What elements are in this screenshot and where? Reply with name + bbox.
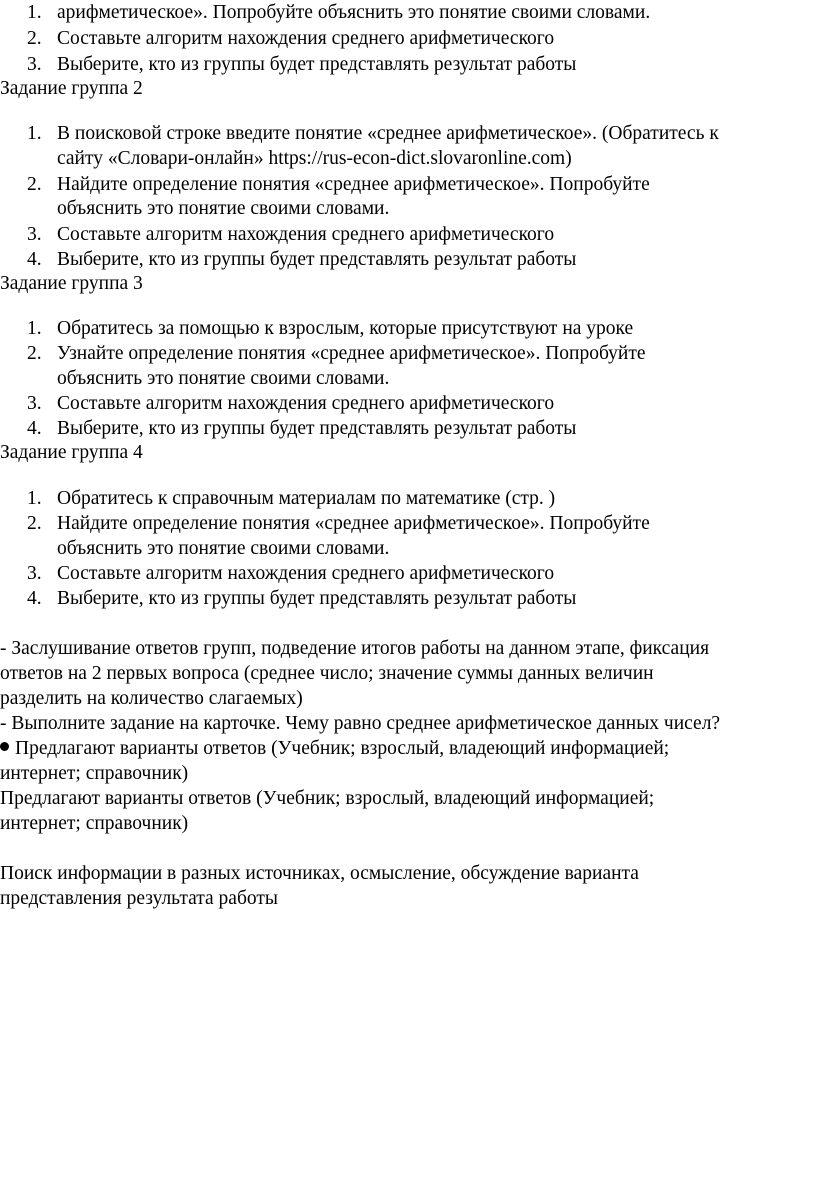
group-heading: Задание группа 3 xyxy=(0,273,143,294)
list-number: 3. xyxy=(27,54,42,75)
bullet-icon xyxy=(0,742,9,751)
paragraph-line: - Выполните задание на карточке. Чему равно среднее арифметическое данных чисел? xyxy=(0,713,721,734)
list-number: 4. xyxy=(27,418,42,439)
list-number: 3. xyxy=(27,224,42,245)
list-number: 2. xyxy=(27,174,42,195)
paragraph-line: разделить на количество слагаемых) xyxy=(0,688,303,709)
paragraph-line: Поиск информации в разных источниках, осмысление, обсуждение варианта xyxy=(0,863,639,884)
paragraph-line: представления результата работы xyxy=(0,888,278,909)
paragraph-line: - Заслушивание ответов групп, подведение итогов работы на данном этапе, фиксация xyxy=(0,638,710,659)
bullet-text: Предлагают варианты ответов (Учебник; взрослый, владеющий информацией; xyxy=(15,738,670,759)
list-item-text: Выберите, кто из группы будет представлять результат работы xyxy=(57,249,577,270)
list-item-text: Узнайте определение понятия «среднее арифметическое». Попробуйте xyxy=(57,343,646,364)
list-number: 2. xyxy=(27,28,42,49)
list-number: 2. xyxy=(27,513,42,534)
list-item-text: Выберите, кто из группы будет представлять результат работы xyxy=(57,588,577,609)
list-item-text: объяснить это понятие своими словами. xyxy=(57,538,390,559)
paragraph-line: интернет; справочник) xyxy=(0,813,189,834)
list-number: 1. xyxy=(27,488,42,509)
list-item-text: Найдите определение понятия «среднее арифметическое». Попробуйте xyxy=(57,513,650,534)
list-item-text: Составьте алгоритм нахождения среднего арифметического xyxy=(57,28,555,49)
list-number: 4. xyxy=(27,588,42,609)
list-item-text: Составьте алгоритм нахождения среднего арифметического xyxy=(57,563,555,584)
paragraph-line: ответов на 2 первых вопроса (среднее число; значение суммы данных величин xyxy=(0,663,654,684)
list-item-text: объяснить это понятие своими словами. xyxy=(57,198,390,219)
list-number: 4. xyxy=(27,249,42,270)
paragraph-line: интернет; справочник) xyxy=(0,763,189,784)
list-item-text: Составьте алгоритм нахождения среднего арифметического xyxy=(57,224,555,245)
list-item-text: арифметическое». Попробуйте объяснить это понятие своими словами. xyxy=(57,2,651,23)
list-number: 3. xyxy=(27,563,42,584)
list-item-text: объяснить это понятие своими словами. xyxy=(57,368,390,389)
list-item-text: Найдите определение понятия «среднее арифметическое». Попробуйте xyxy=(57,174,650,195)
list-item-text: В поисковой строке введите понятие «среднее арифметическое». (Обратитесь к xyxy=(57,123,719,144)
group-heading: Задание группа 2 xyxy=(0,78,143,99)
list-item-text: Выберите, кто из группы будет представлять результат работы xyxy=(57,54,577,75)
list-number: 1. xyxy=(27,2,42,23)
list-item-text: Обратитесь за помощью к взрослым, которые присутствуют на уроке xyxy=(57,318,634,339)
list-item-text: сайту «Словари-онлайн» https://rus-econ-dict.slovaronline.com) xyxy=(57,148,572,169)
list-item-text: Выберите, кто из группы будет представлять результат работы xyxy=(57,418,577,439)
list-number: 1. xyxy=(27,318,42,339)
list-number: 2. xyxy=(27,343,42,364)
list-number: 3. xyxy=(27,393,42,414)
list-item-text: Составьте алгоритм нахождения среднего арифметического xyxy=(57,393,555,414)
list-number: 1. xyxy=(27,123,42,144)
paragraph-line: Предлагают варианты ответов (Учебник; взрослый, владеющий информацией; xyxy=(0,788,655,809)
list-item-text: Обратитесь к справочным материалам по математике (стр. ) xyxy=(57,488,556,509)
group-heading: Задание группа 4 xyxy=(0,442,143,463)
bullet-item xyxy=(0,737,669,761)
